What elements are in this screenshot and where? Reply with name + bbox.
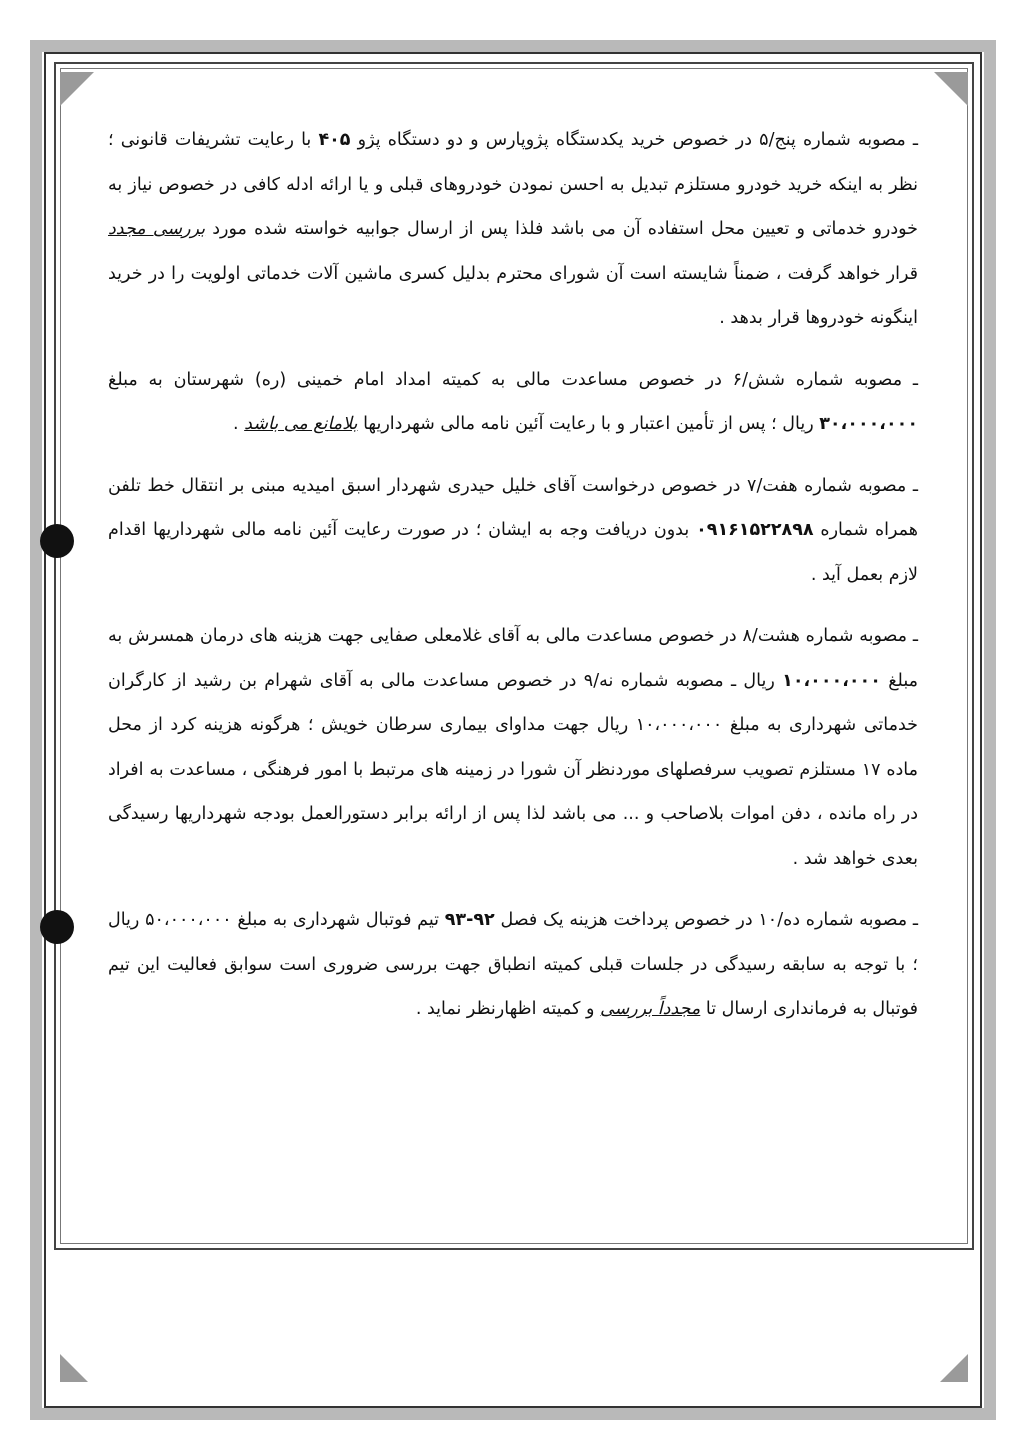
resolution-text: بدون دریافت وجه به ایشان ؛ در صورت رعایت آئین نامه مالی شهرداریها اقدام لازم بعمل آید .: [108, 520, 918, 585]
resolution-text: .: [233, 414, 245, 434]
resolution-number: ۴۰۵: [318, 130, 351, 150]
punch-hole-icon: [40, 524, 74, 558]
resolution-8-9: [108, 614, 918, 881]
underlined-phrase: مجدداً بررسی: [599, 999, 701, 1019]
document-body: [108, 118, 918, 1049]
resolution-text: قرار خواهد گرفت ، ضمناً شایسته است آن شورای محترم بدلیل کسری ماشین آلات خدماتی اولویت را در خرید اینگونه خودروها قرار بدهد .: [108, 263, 918, 328]
corner-ornament-bottom-right: [940, 1354, 968, 1382]
corner-ornament-bottom-left: [60, 1354, 88, 1382]
resolution-text: ـ مصوبه شماره هشت/۸ در خصوص مساعدت مالی به آقای غلامعلی صفایی جهت هزینه های درمان همسرش به مبلغ: [108, 626, 918, 691]
corner-ornament-top-left: [60, 72, 94, 106]
resolution-text: ـ مصوبه شماره پنج/۵ در خصوص خرید یکدستگاه پژوپارس و دو دستگاه پژو: [350, 130, 918, 150]
resolution-7: [108, 464, 918, 598]
underlined-phrase: بررسی مجدد: [108, 219, 206, 239]
resolution-text: تیم فوتبال شهرداری به مبلغ ۵۰،۰۰۰،۰۰۰ ریال ؛ با توجه به سابقه رسیدگی در جلسات قبلی کمیته انطباق جهت بررسی ضروری است سوابق فعالیت این تیم فوتبال به فرمانداری ارسال تا: [108, 910, 918, 1019]
resolution-text: ریال ـ مصوبه شماره نه/۹ در خصوص مساعدت مالی به آقای شهرام بن رشید از کارگران خدماتی شهرداری به مبلغ ۱۰،۰۰۰،۰۰۰ ریال جهت مداوای بیماری سرطان خویش ؛ هرگونه هزینه کرد از محل ماده ۱۷ مستلزم تصویب سرفصلهای موردنظر آن شورا در زمینه های مرتبط با امور فرهنگی ، مساعدت به افراد در راه مانده ، دفن اموات بلاصاحب و ... می باشد لذا پس از ارائه برابر دستورالعمل بودجه شهرداریها رسیدگی بعدی خواهد شد .: [108, 670, 918, 869]
resolution-text: ـ مصوبه شماره هفت/۷ در خصوص درخواست آقای خلیل حیدری شهردار اسبق امیدیه مبنی بر انتقال خط تلفن همراه شماره: [108, 475, 918, 540]
resolution-amount: ۳۰،۰۰۰،۰۰۰: [819, 414, 918, 434]
resolution-10: [108, 898, 918, 1032]
resolution-5: [108, 118, 918, 341]
phone-number: ۰۹۱۶۱۵۲۲۸۹۸: [696, 520, 814, 540]
resolution-text: و کمیته اظهارنظر نماید .: [415, 999, 600, 1019]
season-number: ۹۲-۹۳: [444, 910, 495, 930]
resolution-text: ـ مصوبه شماره ده/۱۰ در خصوص پرداخت هزینه یک فصل: [494, 910, 918, 930]
resolution-text: ـ مصوبه شماره شش/۶ در خصوص مساعدت مالی به کمیته امداد امام خمینی (ره) شهرستان به مبلغ: [108, 369, 918, 390]
resolution-text: با رعایت تشریفات قانونی ؛ نظر به اینکه خرید خودرو مستلزم تبدیل به احسن نمودن خودروهای قبلی و یا ارائه ادله کافی در خصوص نیاز به خودرو خدماتی و تعیین محل استفاده آن می باشد فلذا پس از ارسال جوابیه خواسته شده مورد: [108, 130, 918, 239]
underlined-phrase: بلامانع می باشد: [244, 414, 358, 434]
corner-ornament-top-right: [934, 72, 968, 106]
resolution-amount: ۱۰،۰۰۰،۰۰۰: [782, 670, 881, 691]
punch-hole-icon: [40, 910, 74, 944]
resolution-6: [108, 358, 918, 447]
resolution-text: ریال ؛ پس از تأمین اعتبار و با رعایت آئین نامه مالی شهرداریها: [357, 414, 820, 434]
